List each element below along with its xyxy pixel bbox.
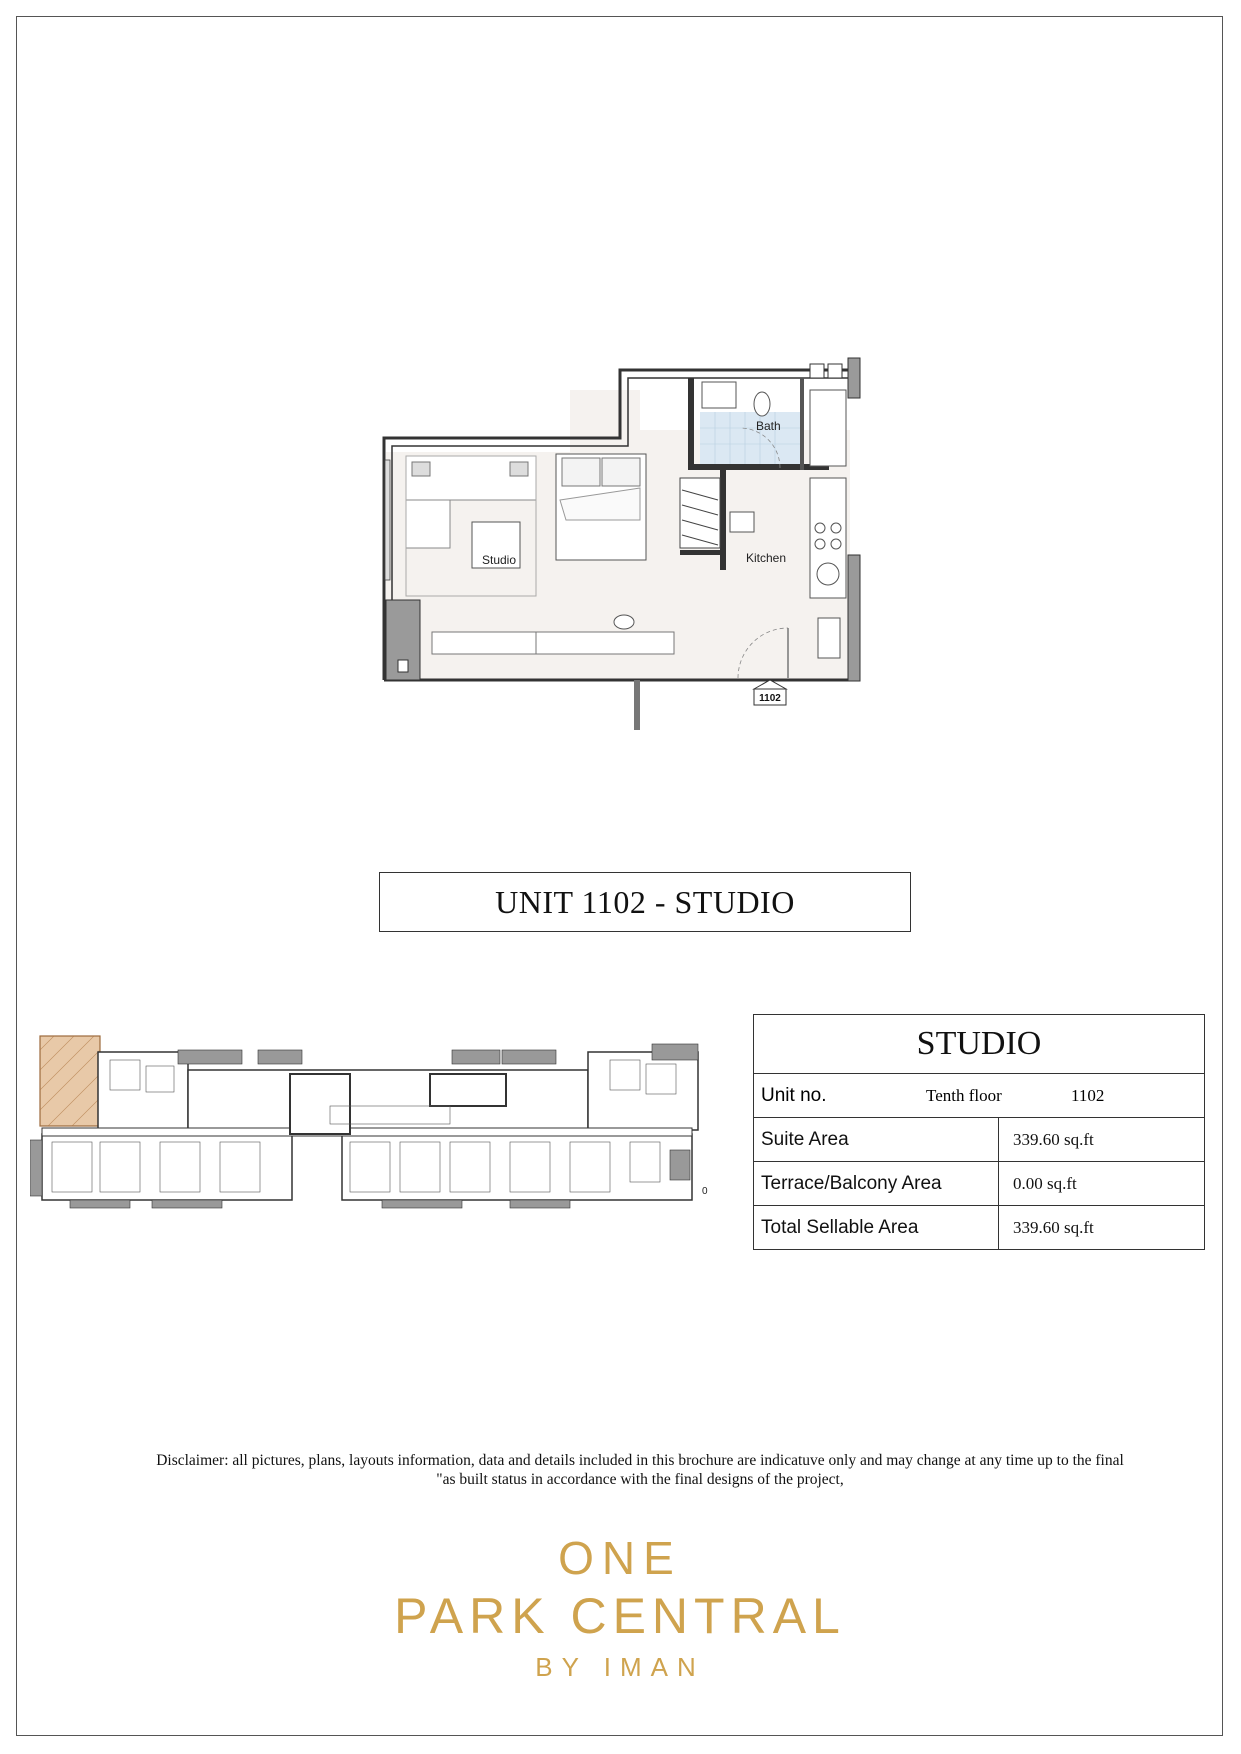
building-block bbox=[342, 1134, 692, 1200]
brand-line-one: ONE bbox=[558, 1532, 682, 1584]
unit-no-label: Unit no. bbox=[761, 1084, 827, 1106]
unit-tag-number: 1102 bbox=[759, 693, 781, 704]
unit-floor-plan bbox=[370, 350, 870, 730]
room-label-bath: Bath bbox=[756, 419, 781, 433]
window-frame bbox=[634, 680, 640, 730]
terrace-area-label: Terrace/Balcony Area bbox=[754, 1162, 999, 1206]
sink bbox=[730, 512, 754, 532]
shaft bbox=[398, 660, 408, 672]
disclaimer bbox=[60, 1451, 1220, 1489]
partition-wall bbox=[680, 550, 720, 555]
kitchen-counter bbox=[810, 478, 846, 598]
building-block bbox=[188, 1070, 588, 1130]
corridor bbox=[42, 1128, 692, 1136]
table-row bbox=[754, 1162, 1205, 1206]
shaft bbox=[828, 364, 842, 378]
disclaimer-line-2: "as built status in accordance with the final designs of the project, bbox=[436, 1471, 844, 1488]
column bbox=[848, 358, 860, 398]
key-plan bbox=[30, 1030, 720, 1210]
table-heading: STUDIO bbox=[754, 1015, 1205, 1074]
suite-area-value: 339.60 sq.ft bbox=[999, 1118, 1205, 1162]
disclaimer-line-1: Disclaimer: all pictures, plans, layouts information, data and details included in this brochure are indicatuve only and may change at any time up to the final bbox=[156, 1452, 1124, 1469]
pillow bbox=[602, 458, 640, 486]
cushion bbox=[412, 462, 430, 476]
desk bbox=[536, 632, 674, 654]
total-area-label: Total Sellable Area bbox=[754, 1206, 999, 1250]
unit-number-row bbox=[754, 1074, 1205, 1118]
table-row bbox=[754, 1118, 1205, 1162]
window bbox=[385, 460, 390, 580]
column bbox=[848, 555, 860, 681]
core bbox=[290, 1074, 350, 1134]
shaft bbox=[810, 364, 824, 378]
room-label-studio: Studio bbox=[482, 553, 517, 567]
table-row bbox=[754, 1206, 1205, 1250]
unit-number-value: 1102 bbox=[1071, 1085, 1105, 1105]
unit-info-table bbox=[753, 1014, 1205, 1250]
partition-wall bbox=[720, 470, 726, 570]
pillow bbox=[562, 458, 600, 486]
partition-wall bbox=[800, 378, 804, 470]
terrace-area-value: 0.00 sq.ft bbox=[999, 1162, 1205, 1206]
building-block bbox=[42, 1134, 292, 1200]
wardrobe bbox=[680, 478, 720, 548]
brand-logo bbox=[340, 1530, 900, 1688]
basin bbox=[702, 382, 736, 408]
chair bbox=[614, 615, 634, 629]
partition-wall bbox=[694, 464, 829, 470]
room-label-kitchen: Kitchen bbox=[746, 551, 787, 565]
tv-console bbox=[432, 632, 536, 654]
core bbox=[430, 1074, 506, 1106]
fridge bbox=[818, 618, 840, 658]
building-block bbox=[588, 1052, 698, 1130]
total-area-value: 339.60 sq.ft bbox=[999, 1206, 1205, 1250]
suite-area-label: Suite Area bbox=[754, 1118, 999, 1162]
toilet bbox=[754, 392, 770, 416]
unit-title: UNIT 1102 - STUDIO bbox=[379, 872, 911, 932]
brand-line-by-iman: BY IMAN bbox=[535, 1652, 705, 1682]
partition-wall bbox=[688, 378, 694, 470]
brand-line-park-central: PARK CENTRAL bbox=[394, 1588, 846, 1644]
sofa-chaise bbox=[406, 500, 450, 548]
floor-value: Tenth floor bbox=[926, 1085, 1002, 1105]
shower bbox=[810, 390, 846, 466]
cushion bbox=[510, 462, 528, 476]
building-block bbox=[98, 1052, 188, 1130]
keyplan-marker: 0 bbox=[702, 1186, 708, 1197]
